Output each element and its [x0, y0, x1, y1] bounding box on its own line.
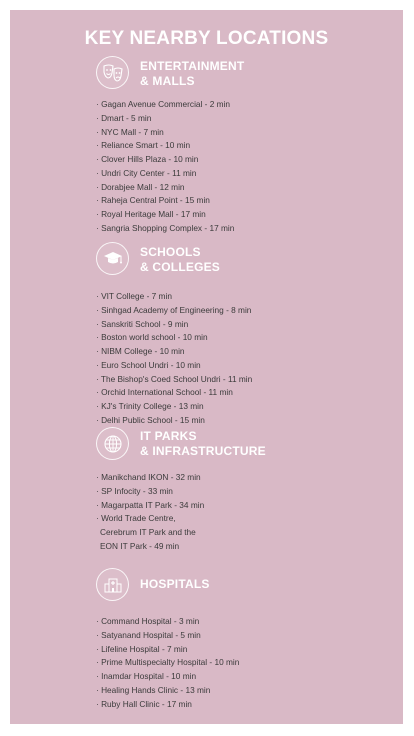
- graduation-cap-icon: [96, 242, 129, 275]
- list-item: · Manikchand IKON - 32 min: [96, 472, 201, 482]
- list-item: · Sanskriti School - 9 min: [96, 318, 189, 329]
- list-item: · Euro School Undri - 10 min: [96, 359, 201, 370]
- list-item: · SP Infocity - 33 min: [96, 485, 173, 496]
- list-item: · Reliance Smart - 10 min: [96, 140, 191, 151]
- list-item: · VIT College - 7 min: [96, 291, 172, 301]
- section-title-line: IT PARKS: [140, 429, 197, 443]
- list-item: · Command Hospital - 3 min: [96, 616, 200, 626]
- list-item: · World Trade Centre,: [96, 513, 176, 524]
- section-title-hospitals: [140, 577, 210, 592]
- list-item: EON IT Park - 49 min: [100, 540, 180, 551]
- list-item: · Delhi Public School - 15 min: [96, 414, 205, 425]
- list-item: · Royal Heritage Mall - 17 min: [96, 209, 206, 219]
- list-item: · The Bishop's Coed School Undri - 11 min: [96, 373, 253, 384]
- section-title-line: HOSPITALS: [140, 577, 210, 591]
- list-item: · Undri City Center - 11 min: [96, 167, 197, 178]
- list-item: · Prime Multispecialty Hospital - 10 min: [96, 657, 240, 668]
- list-item: · Dmart - 5 min: [96, 112, 152, 123]
- entertainment-list: [96, 98, 234, 236]
- section-title-schools: [140, 245, 220, 275]
- locations-panel: [10, 10, 403, 724]
- itparks-list: [96, 471, 204, 554]
- list-item: · Satyanand Hospital - 5 min: [96, 629, 201, 640]
- list-item: · Inamdar Hospital - 10 min: [96, 671, 197, 681]
- schools-list: [96, 290, 252, 428]
- list-item: · Raheja Central Point - 15 min: [96, 195, 210, 206]
- list-item: · Healing Hands Clinic - 13 min: [96, 684, 211, 695]
- section-title-line: & COLLEGES: [140, 260, 221, 274]
- section-title-line: SCHOOLS: [140, 245, 201, 259]
- list-item: · Sangria Shopping Complex - 17 min: [96, 222, 235, 233]
- list-item: · Lifeline Hospital - 7 min: [96, 643, 188, 654]
- list-item: · Sinhgad Academy of Engineering - 8 min: [96, 304, 252, 315]
- list-item: Cerebrum IT Park and the: [100, 527, 196, 537]
- hospital-building-icon: [96, 568, 129, 601]
- theater-masks-icon: [96, 56, 129, 89]
- list-item: · NIBM College - 10 min: [96, 346, 185, 356]
- list-item: · Orchid International School - 11 min: [96, 387, 233, 398]
- list-item: · Gagan Avenue Commercial - 2 min: [96, 99, 231, 109]
- section-title-line: ENTERTAINMENT: [140, 59, 245, 73]
- list-item: · Magarpatta IT Park - 34 min: [96, 499, 205, 510]
- section-title-line: & INFRASTRUCTURE: [140, 444, 266, 458]
- page-title: KEY NEARBY LOCATIONS: [84, 28, 329, 49]
- section-title-entertainment: [140, 59, 244, 89]
- list-item: · KJ's Trinity College - 13 min: [96, 401, 204, 411]
- list-item: · Ruby Hall Clinic - 17 min: [96, 698, 192, 709]
- list-item: · Clover Hills Plaza - 10 min: [96, 154, 199, 164]
- list-item: · NYC Mall - 7 min: [96, 126, 164, 137]
- hospitals-list: [96, 615, 239, 711]
- section-title-itparks: [140, 429, 266, 459]
- list-item: · Boston world school - 10 min: [96, 332, 208, 343]
- list-item: · Dorabjee Mall - 12 min: [96, 181, 185, 192]
- section-title-line: & MALLS: [140, 74, 195, 88]
- globe-icon: [96, 427, 129, 460]
